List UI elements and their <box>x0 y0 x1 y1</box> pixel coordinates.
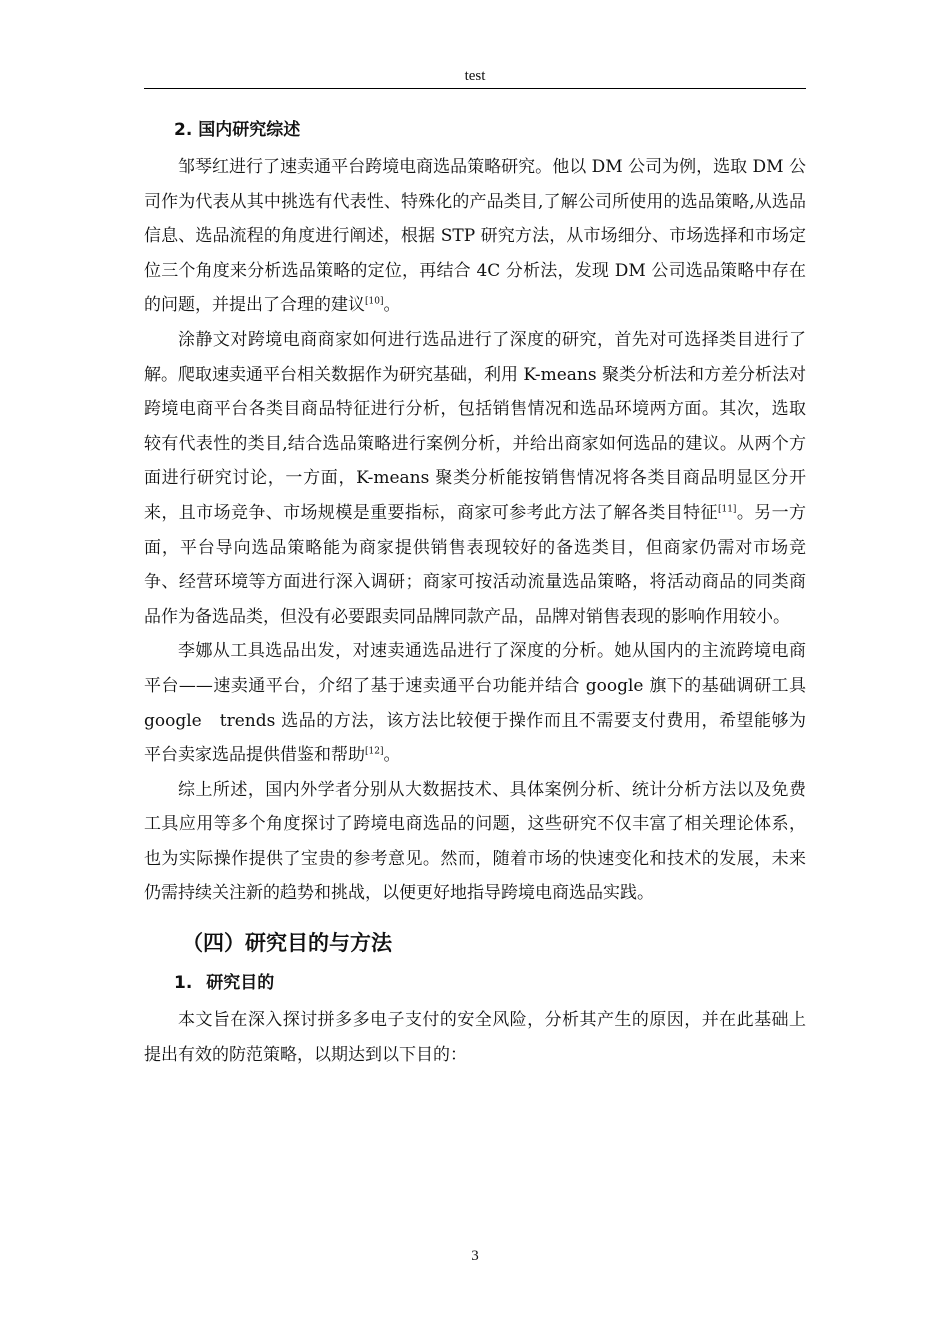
section-heading-purpose-method: （四）研究目的与方法 <box>182 931 392 956</box>
paragraph-tail: 。另一方面，平台导向选品策略能为商家提供销售表现较好的备选类目，但商家仍需对市场竞争、经营环境等方面进行深入调研；商家可按活动流量选品策略，将活动商品的同类商品作为备选品类，但没有必要跟卖同品牌同款产品，品牌对销售表现的影响作用较小。 <box>144 502 807 627</box>
paragraph <box>144 150 806 323</box>
document-body <box>144 112 806 1072</box>
section-number: 2. <box>174 120 193 140</box>
header-divider <box>144 88 806 89</box>
section-title: 研究目的 <box>206 973 275 994</box>
citation: [11] <box>717 504 737 515</box>
paragraph <box>144 634 806 772</box>
section-title: 国内研究综述 <box>198 120 301 140</box>
paragraph-tail: 。 <box>383 745 401 766</box>
paragraph-text: 邹琴红进行了速卖通平台跨境电商选品策略研究。他以 DM 公司为例，选取 DM 公司作为代表从其中挑选有代表性、特殊化的产品类目,了解公司所使用的选品策略,从选品信息、选品流程的角度进行阐述，根据 STP 研究方法，从市场细分、市场选择和市场定位三个角度来分析选品策略的定位，再结合 4C 分析法，发现 DM 公司选品策略中存在的问题，并提出了合理的建议 <box>144 157 806 316</box>
section-number: 1. <box>174 973 193 994</box>
citation: [10] <box>365 296 384 307</box>
citation: [12] <box>365 746 384 757</box>
paragraph <box>144 773 806 911</box>
paragraph-tail: 。 <box>383 295 401 316</box>
paragraph-text: 涂静文对跨境电商商家如何进行选品进行了深度的研究，首先对可选择类目进行了解。爬取速卖通平台相关数据作为研究基础，利用 K-means 聚类分析法和方差分析法对跨境电商平台各类目商品特征进行分析，包括销售情况和选品环境两方面。其次，选取较有代表性的类目,结合选品策略进行案例分析，并给出商家如何选品的建议。从两个方面进行研究讨论，一方面，K-means 聚类分析能按销售情况将各类目商品明显区分开来，且市场竞争、市场规模是重要指标，商家可参考此方法了解各类目特征 <box>144 329 807 523</box>
page-header-text: test <box>464 68 486 84</box>
paragraph-text: 李娜从工具选品出发，对速卖通选品进行了深度的分析。她从国内的主流跨境电商平台——速卖通平台，介绍了基于速卖通平台功能并结合 google 旗下的基础调研工具 google trends 选品的方法，该方法比较便于操作而且不需要支付费用，希望能够为平台卖家选品提供借鉴和帮助 <box>144 641 806 766</box>
paragraph <box>144 323 806 634</box>
section-heading-domestic-review <box>144 112 806 148</box>
page-number: 3 <box>471 1248 479 1264</box>
subsection-heading-research-purpose <box>144 965 806 1001</box>
paragraph-text: 综上所述，国内外学者分别从大数据技术、具体案例分析、统计分析方法以及免费工具应用等多个角度探讨了跨境电商选品的问题，这些研究不仅丰富了相关理论体系，也为实际操作提供了宝贵的参考意见。然而，随着市场的快速变化和技术的发展，未来仍需持续关注新的趋势和挑战，以便更好地指导跨境电商选品实践。 <box>144 779 806 904</box>
paragraph-text: 本文旨在深入探讨拼多多电子支付的安全风险，分析其产生的原因，并在此基础上提出有效的防范策略，以期达到以下目的： <box>144 1010 806 1065</box>
paragraph <box>144 1003 806 1072</box>
